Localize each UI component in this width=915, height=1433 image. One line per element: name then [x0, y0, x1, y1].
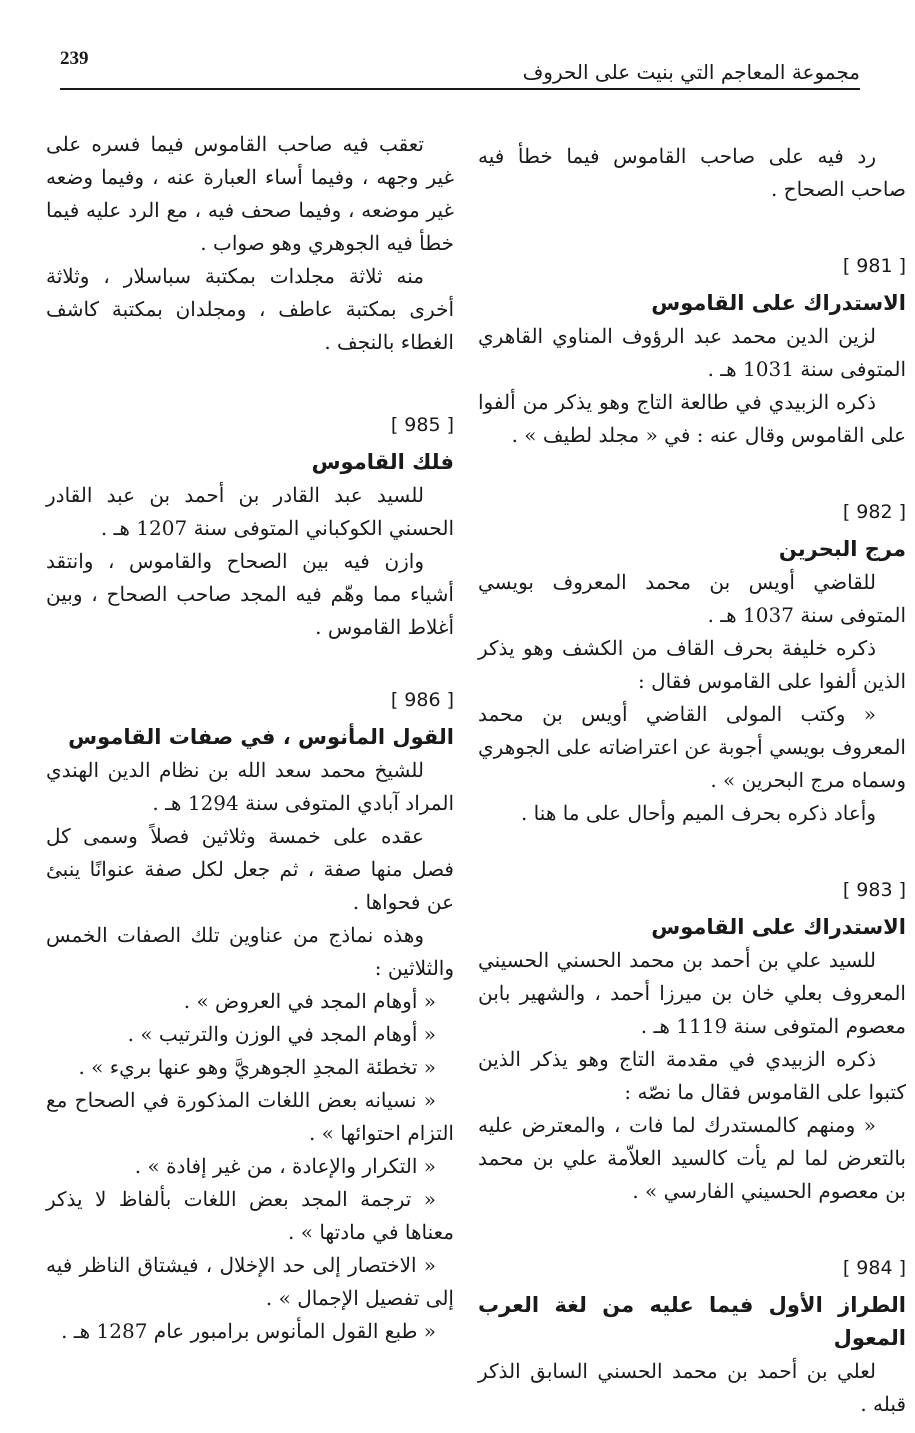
entry-paragraph: ذكره خليفة بحرف القاف من الكشف وهو يذكر الذين ألفوا على القاموس فقال : [478, 636, 906, 693]
entry-984 [478, 1252, 906, 1421]
entry-title: فلك القاموس [311, 450, 454, 474]
entry-paragraph: عقده على خمسة وثلاثين فصلاً وسمى كل فصل منها صفة ، ثم جعل لكل صفة عنوانًا ينبئ عن فحواها . [46, 824, 454, 914]
entry-paragraph: وازن فيه بين الصحاح والقاموس ، وانتقد أشياء مما وهّم فيه المجد صاحب الصحاح ، وبين أغلاط القاموس . [46, 549, 454, 639]
quote-item: « الاختصار إلى حد الإخلال ، فيشتاق الناظر فيه إلى تفصيل الإجمال » . [46, 1253, 454, 1310]
entry-paragraph: للسيد علي بن أحمد بن محمد الحسني الحسيني المعروف بعلي خان بن ميرزا أحمد ، والشهير بابن معصوم المتوفى سنة 1119 هـ . [478, 948, 906, 1038]
right-intro: رد فيه على صاحب القاموس فيما خطأ فيه صاحب الصحاح . [478, 144, 906, 201]
entry-title: الاستدراك على القاموس [651, 291, 906, 315]
entry-quote: « ومنهم كالمستدرك لما فات ، والمعترض عليه بالتعرض لما لم يأت كالسيد العلاّمة علي بن محمد بن معصوم الحسيني الفارسي » . [478, 1113, 906, 1203]
quote-item: « طبع القول المأنوس برامبور عام 1287 هـ . [61, 1319, 436, 1343]
entry-paragraph: ذكره الزبيدي في مقدمة التاج وهو يذكر الذين كتبوا على القاموس فقال ما نصّه : [478, 1047, 906, 1104]
entry-title: القول المأنوس ، في صفات القاموس [68, 725, 454, 749]
entry-title: مرج البحرين [778, 537, 906, 561]
entry-number: [ 981 ] [842, 255, 906, 277]
entry-number: [ 983 ] [842, 879, 906, 901]
page-header [60, 48, 860, 90]
entry-paragraph: للقاضي أويس بن محمد المعروف بويسي المتوفى سنة 1037 هـ . [478, 570, 906, 627]
quote-item: « ترجمة المجد بعض اللغات بألفاظ لا يذكر معناها في مادتها » . [46, 1187, 454, 1244]
entry-985 [46, 409, 454, 644]
entry-986 [46, 684, 454, 1348]
entry-981 [478, 250, 906, 452]
entry-paragraph: للشيخ محمد سعد الله بن نظام الدين الهندي المراد آبادي المتوفى سنة 1294 هـ . [46, 758, 454, 815]
entry-paragraph: وهذه نماذج من عناوين تلك الصفات الخمس والثلاثين : [46, 923, 454, 980]
entry-number: [ 986 ] [390, 689, 454, 711]
entry-title: الطراز الأول فيما عليه من لغة العرب المعول [478, 1293, 906, 1350]
quote-item: « نسيانه بعض اللغات المذكورة في الصحاح مع التزام احتوائها » . [46, 1088, 454, 1145]
left-column [46, 128, 454, 1360]
entry-number: [ 984 ] [842, 1257, 906, 1279]
entry-982 [478, 496, 906, 830]
entry-paragraph: ذكره الزبيدي في طالعة التاج وهو يذكر من ألفوا على القاموس وقال عنه : في « مجلد لطيف » . [478, 390, 906, 447]
quote-item: « أوهام المجد في العروض » . [183, 989, 436, 1013]
entry-paragraph: للسيد عبد القادر بن أحمد بن عبد القادر الحسني الكوكباني المتوفى سنة 1207 هـ . [46, 483, 454, 540]
header-rule [60, 88, 860, 90]
left-intro: تعقب فيه صاحب القاموس فيما فسره على غير وجهه ، وفيما أساء العبارة عنه ، وفيما وضعه غير موضعه ، وفيما صحف فيه ، مع الرد عليه فيما خطأ فيه الجوهري وهو صواب . [46, 132, 454, 255]
entry-paragraph: لزين الدين محمد عبد الرؤوف المناوي القاهري المتوفى سنة 1031 هـ . [478, 324, 906, 381]
quote-item: « تخطئة المجدِ الجوهريَّ وهو عنها بريء » . [78, 1055, 436, 1079]
entry-paragraph: وأعاد ذكره بحرف الميم وأحال على ما هنا . [520, 801, 876, 825]
entry-paragraph: لعلي بن أحمد بن محمد الحسني السابق الذكر قبله . [478, 1359, 906, 1416]
entry-title: الاستدراك على القاموس [651, 915, 906, 939]
right-column [478, 140, 906, 1433]
quote-item: « التكرار والإعادة ، من غير إفادة » . [134, 1154, 436, 1178]
entry-983 [478, 874, 906, 1208]
quote-item: « أوهام المجد في الوزن والترتيب » . [127, 1022, 436, 1046]
running-title: مجموعة المعاجم التي بنيت على الحروف [522, 60, 860, 84]
page-number: 239 [60, 48, 89, 69]
entry-number: [ 982 ] [842, 501, 906, 523]
entry-number: [ 985 ] [390, 414, 454, 436]
left-intro: منه ثلاثة مجلدات بمكتبة سباسلار ، وثلاثة أخرى بمكتبة عاطف ، ومجلدان بمكتبة كاشف الغطاء بالنجف . [46, 264, 454, 354]
entry-quote: « وكتب المولى القاضي أويس بن محمد المعروف بويسي أجوبة عن اعتراضاته على الجوهري وسماه مرج البحرين » . [478, 702, 906, 792]
